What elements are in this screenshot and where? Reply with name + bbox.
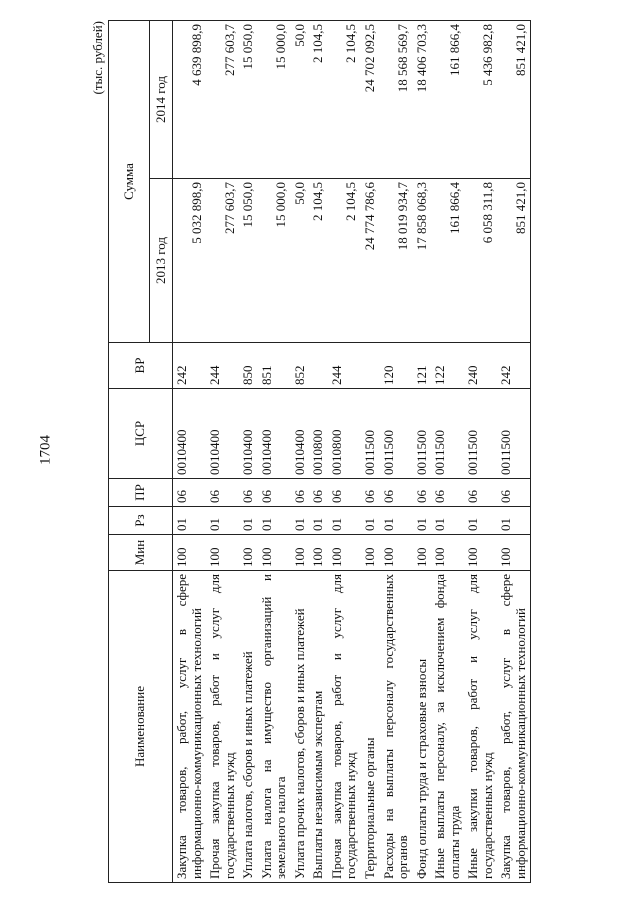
row-pr: 06 bbox=[239, 479, 258, 507]
table-row bbox=[361, 21, 380, 883]
rotated-page-content bbox=[88, 21, 608, 883]
row-min: 100 bbox=[328, 535, 361, 571]
row-sum-2013: 18 019 934,7 bbox=[380, 179, 413, 343]
row-pr: 06 bbox=[497, 479, 531, 507]
row-sum-2014: 18 406 703,3 bbox=[413, 21, 432, 179]
row-pr: 06 bbox=[431, 479, 464, 507]
row-vr bbox=[361, 343, 380, 389]
row-name: Фонд оплаты труда и страховые взносы bbox=[413, 571, 432, 883]
table-row bbox=[206, 21, 239, 883]
header-2014: 2014 год bbox=[150, 21, 173, 179]
row-vr: 240 bbox=[464, 343, 497, 389]
row-vr: 242 bbox=[173, 343, 207, 389]
row-rz: 01 bbox=[206, 507, 239, 535]
table-row bbox=[431, 21, 464, 883]
row-pr: 06 bbox=[309, 479, 328, 507]
row-rz: 01 bbox=[328, 507, 361, 535]
table-row bbox=[413, 21, 432, 883]
header-min: Мин bbox=[109, 535, 173, 571]
row-csr: 0010400 bbox=[291, 389, 310, 479]
table-row bbox=[291, 21, 310, 883]
row-min: 100 bbox=[206, 535, 239, 571]
row-sum-2014: 18 568 569,7 bbox=[380, 21, 413, 179]
row-name: Иные выплаты персоналу, за исключением фонда оплаты труда bbox=[431, 571, 464, 883]
row-sum-2014: 4 639 898,9 bbox=[173, 21, 207, 179]
row-rz: 01 bbox=[380, 507, 413, 535]
table-row bbox=[328, 21, 361, 883]
row-csr: 0011500 bbox=[361, 389, 380, 479]
header-csr: ЦСР bbox=[109, 389, 173, 479]
row-min: 100 bbox=[361, 535, 380, 571]
row-sum-2013: 5 032 898,9 bbox=[173, 179, 207, 343]
header-pr: ПР bbox=[109, 479, 173, 507]
row-rz: 01 bbox=[173, 507, 207, 535]
row-rz: 01 bbox=[497, 507, 531, 535]
row-sum-2014: 24 702 092,5 bbox=[361, 21, 380, 179]
row-min: 100 bbox=[309, 535, 328, 571]
row-name: Выплаты независимым экспертам bbox=[309, 571, 328, 883]
header-vr: ВР bbox=[109, 343, 173, 389]
row-csr: 0011500 bbox=[497, 389, 531, 479]
row-name: Закупка товаров, работ, услуг в сфере информационно-коммуникационных технологий bbox=[497, 571, 531, 883]
row-sum-2014: 277 603,7 bbox=[206, 21, 239, 179]
row-name: Расходы на выплаты персоналу государственных органов bbox=[380, 571, 413, 883]
row-sum-2014: 15 000,0 bbox=[258, 21, 291, 179]
row-pr: 06 bbox=[328, 479, 361, 507]
row-sum-2014: 2 104,5 bbox=[328, 21, 361, 179]
row-sum-2014: 161 866,4 bbox=[431, 21, 464, 179]
row-rz: 01 bbox=[464, 507, 497, 535]
row-sum-2013: 161 866,4 bbox=[431, 179, 464, 343]
row-csr: 0010400 bbox=[239, 389, 258, 479]
row-sum-2014: 2 104,5 bbox=[309, 21, 328, 179]
row-vr: 120 bbox=[380, 343, 413, 389]
row-min: 100 bbox=[497, 535, 531, 571]
row-vr: 850 bbox=[239, 343, 258, 389]
row-sum-2014: 5 436 982,8 bbox=[464, 21, 497, 179]
header-row bbox=[109, 21, 150, 883]
row-name: Территориальные органы bbox=[361, 571, 380, 883]
row-csr: 0010800 bbox=[309, 389, 328, 479]
row-pr: 06 bbox=[206, 479, 239, 507]
table-row bbox=[464, 21, 497, 883]
row-name: Прочая закупка товаров, работ и услуг для государственных нужд bbox=[328, 571, 361, 883]
row-sum-2014: 50,0 bbox=[291, 21, 310, 179]
header-name: Наименование bbox=[109, 571, 173, 883]
row-sum-2014: 851 421,0 bbox=[497, 21, 531, 179]
page-number: 1704 bbox=[37, 435, 54, 465]
row-sum-2013: 15 000,0 bbox=[258, 179, 291, 343]
row-pr: 06 bbox=[361, 479, 380, 507]
row-sum-2013: 277 603,7 bbox=[206, 179, 239, 343]
row-csr: 0010400 bbox=[173, 389, 207, 479]
row-min: 100 bbox=[431, 535, 464, 571]
row-min: 100 bbox=[173, 535, 207, 571]
row-min: 100 bbox=[464, 535, 497, 571]
header-rz: Рз bbox=[109, 507, 173, 535]
table-row bbox=[309, 21, 328, 883]
row-csr: 0011500 bbox=[380, 389, 413, 479]
row-sum-2013: 17 858 068,3 bbox=[413, 179, 432, 343]
row-csr: 0010400 bbox=[206, 389, 239, 479]
row-csr: 0010400 bbox=[258, 389, 291, 479]
row-sum-2013: 2 104,5 bbox=[328, 179, 361, 343]
row-vr: 852 bbox=[291, 343, 310, 389]
row-vr: 122 bbox=[431, 343, 464, 389]
row-pr: 06 bbox=[413, 479, 432, 507]
row-min: 100 bbox=[380, 535, 413, 571]
row-pr: 06 bbox=[380, 479, 413, 507]
row-sum-2013: 15 050,0 bbox=[239, 179, 258, 343]
row-sum-2013: 6 058 311,8 bbox=[464, 179, 497, 343]
row-name: Закупка товаров, работ, услуг в сфере информационно-коммуникационных технологий bbox=[173, 571, 207, 883]
row-vr: 242 bbox=[497, 343, 531, 389]
row-name: Уплата прочих налогов, сборов и иных платежей bbox=[291, 571, 310, 883]
row-rz: 01 bbox=[361, 507, 380, 535]
row-vr: 244 bbox=[206, 343, 239, 389]
row-pr: 06 bbox=[173, 479, 207, 507]
row-sum-2013: 24 774 786,6 bbox=[361, 179, 380, 343]
row-min: 100 bbox=[258, 535, 291, 571]
table-row bbox=[173, 21, 207, 883]
table-row bbox=[497, 21, 531, 883]
row-rz: 01 bbox=[258, 507, 291, 535]
row-rz: 01 bbox=[431, 507, 464, 535]
row-csr: 0011500 bbox=[431, 389, 464, 479]
row-sum-2014: 15 050,0 bbox=[239, 21, 258, 179]
row-csr: 0011500 bbox=[413, 389, 432, 479]
row-min: 100 bbox=[239, 535, 258, 571]
row-vr: 851 bbox=[258, 343, 291, 389]
row-rz: 01 bbox=[309, 507, 328, 535]
budget-table bbox=[108, 20, 531, 883]
row-vr bbox=[309, 343, 328, 389]
units-note: (тыс. рублей) bbox=[90, 21, 105, 95]
row-sum-2013: 851 421,0 bbox=[497, 179, 531, 343]
table-row bbox=[258, 21, 291, 883]
row-pr: 06 bbox=[258, 479, 291, 507]
row-name: Уплата налога на имущество организаций и земельного налога bbox=[258, 571, 291, 883]
row-sum-2013: 50,0 bbox=[291, 179, 310, 343]
row-csr: 0011500 bbox=[464, 389, 497, 479]
row-rz: 01 bbox=[239, 507, 258, 535]
row-rz: 01 bbox=[291, 507, 310, 535]
table-row bbox=[239, 21, 258, 883]
row-csr: 0010800 bbox=[328, 389, 361, 479]
table-row bbox=[380, 21, 413, 883]
row-rz: 01 bbox=[413, 507, 432, 535]
header-sum: Сумма bbox=[109, 21, 150, 343]
row-min: 100 bbox=[291, 535, 310, 571]
row-pr: 06 bbox=[291, 479, 310, 507]
table-body bbox=[173, 21, 531, 883]
row-vr: 244 bbox=[328, 343, 361, 389]
row-name: Прочая закупка товаров, работ и услуг для государственных нужд bbox=[206, 571, 239, 883]
row-vr: 121 bbox=[413, 343, 432, 389]
header-2013: 2013 год bbox=[150, 179, 173, 343]
row-sum-2013: 2 104,5 bbox=[309, 179, 328, 343]
row-name: Уплата налогов, сборов и иных платежей bbox=[239, 571, 258, 883]
row-min: 100 bbox=[413, 535, 432, 571]
row-pr: 06 bbox=[464, 479, 497, 507]
row-name: Иные закупки товаров, работ и услуг для государственных нужд bbox=[464, 571, 497, 883]
